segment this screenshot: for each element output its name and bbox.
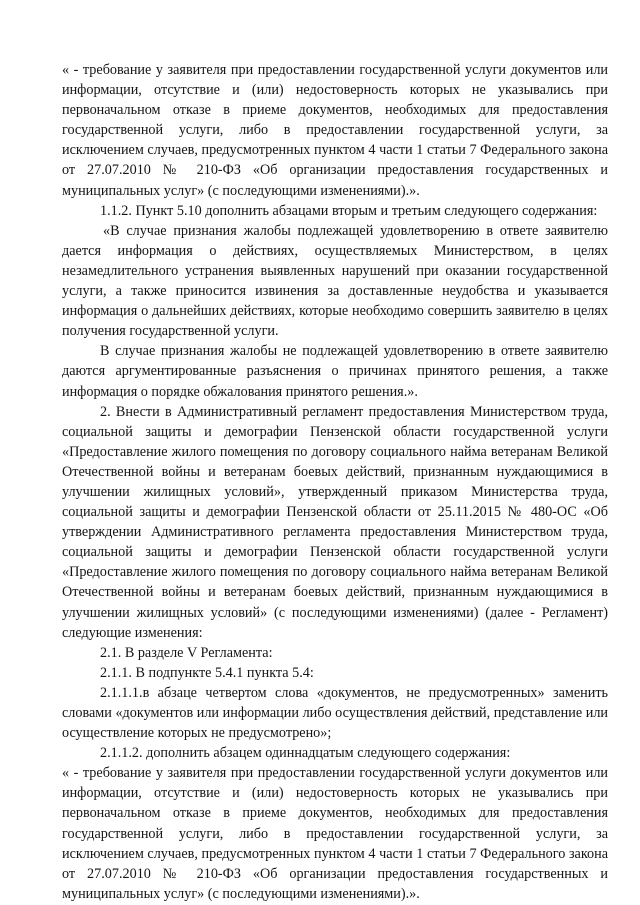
paragraph-complaint-satisfied: «В случае признания жалобы подлежащей удовлетворению в ответе заявителю дается информация о действиях, осуществляемых Министерством, в целях незамедлительного устранения выявленных нарушений при оказании государственной услуги, а также приносится извинения за доставленные неудобства и указывается информация о дальнейших действиях, которые необходимо совершить заявителю в целях получения государственной услуги. <box>62 222 608 340</box>
paragraph-item-2-1-1-2: 2.1.1.2. дополнить абзацем одиннадцатым следующего содержания: <box>100 745 511 762</box>
paragraph-item-2: 2. Внести в Административный регламент предоставления Министерством труда, социальной защиты и демографии Пензенской области государственной услуги «Предоставление жилого помещения по договору социального найма ветеранам Великой Отечественной войны и ветеранам боевых действий, признанным нуждающимися в улучшении жилищных условий», утвержденный приказом Министерства труда, социальной защиты и демографии Пензенской области от 25.11.2015 № 480-ОС «Об утверждении Административного регламента предоставления Министерством труда, социальной защиты и демографии Пензенской области государственной услуги «Предоставление жилого помещения по договору социального найма ветеранам Великой Отечественной войны и ветеранам боевых действий, признанным нуждающимися в улучшении жилищных условий» (с последующими изменениями) (далее - Регламент) следующие изменения: <box>62 403 608 641</box>
paragraph-item-2-1-1-1: 2.1.1.1.в абзаце четвертом слова «документов, не предусмотренных» заменить словами «документов или информации либо осуществления действий, представление или осуществление которых не предусмотрено»; <box>62 684 608 742</box>
paragraph-item-2-1: 2.1. В разделе V Регламента: <box>100 644 273 661</box>
paragraph-item-1-1-2: 1.1.2. Пункт 5.10 дополнить абзацами вторым и третьим следующего содержания: <box>100 202 598 219</box>
paragraph-complaint-rejected: В случае признания жалобы не подлежащей удовлетворению в ответе заявителю даются аргументированные разъяснения о причинах принятого решения, а также информация о порядке обжалования принятого решения.». <box>62 343 608 400</box>
document-page <box>62 60 608 904</box>
paragraph-complaint-requirement: « - требование у заявителя при предоставлении государственной услуги документов или информации, отсутствие и (или) недостоверность которых не указывались при первоначальном отказе в приеме документов, необходимых для предоставления государственной услуги, либо в предоставлении государственной услуги, за исключением случаев, предусмотренных пунктом 4 части 1 статьи 7 Федерального закона от 27.07.2010 № 210-ФЗ «Об организации предоставления государственных и муниципальных услуг» (с последующими изменениями).». <box>62 62 608 199</box>
paragraph-added-requirement: « - требование у заявителя при предоставлении государственной услуги документов или информации, отсутствие и (или) недостоверность которых не указывались при первоначальном отказе в приеме документов, необходимых для предоставления государственной услуги, либо в предоставлении государственной услуги, за исключением случаев, предусмотренных пунктом 4 части 1 статьи 7 Федерального закона от 27.07.2010 № 210-ФЗ «Об организации предоставления государственных и муниципальных услуг» (с последующими изменениями).». <box>62 765 608 902</box>
paragraph-item-2-1-1: 2.1.1. В подпункте 5.4.1 пункта 5.4: <box>100 664 314 681</box>
